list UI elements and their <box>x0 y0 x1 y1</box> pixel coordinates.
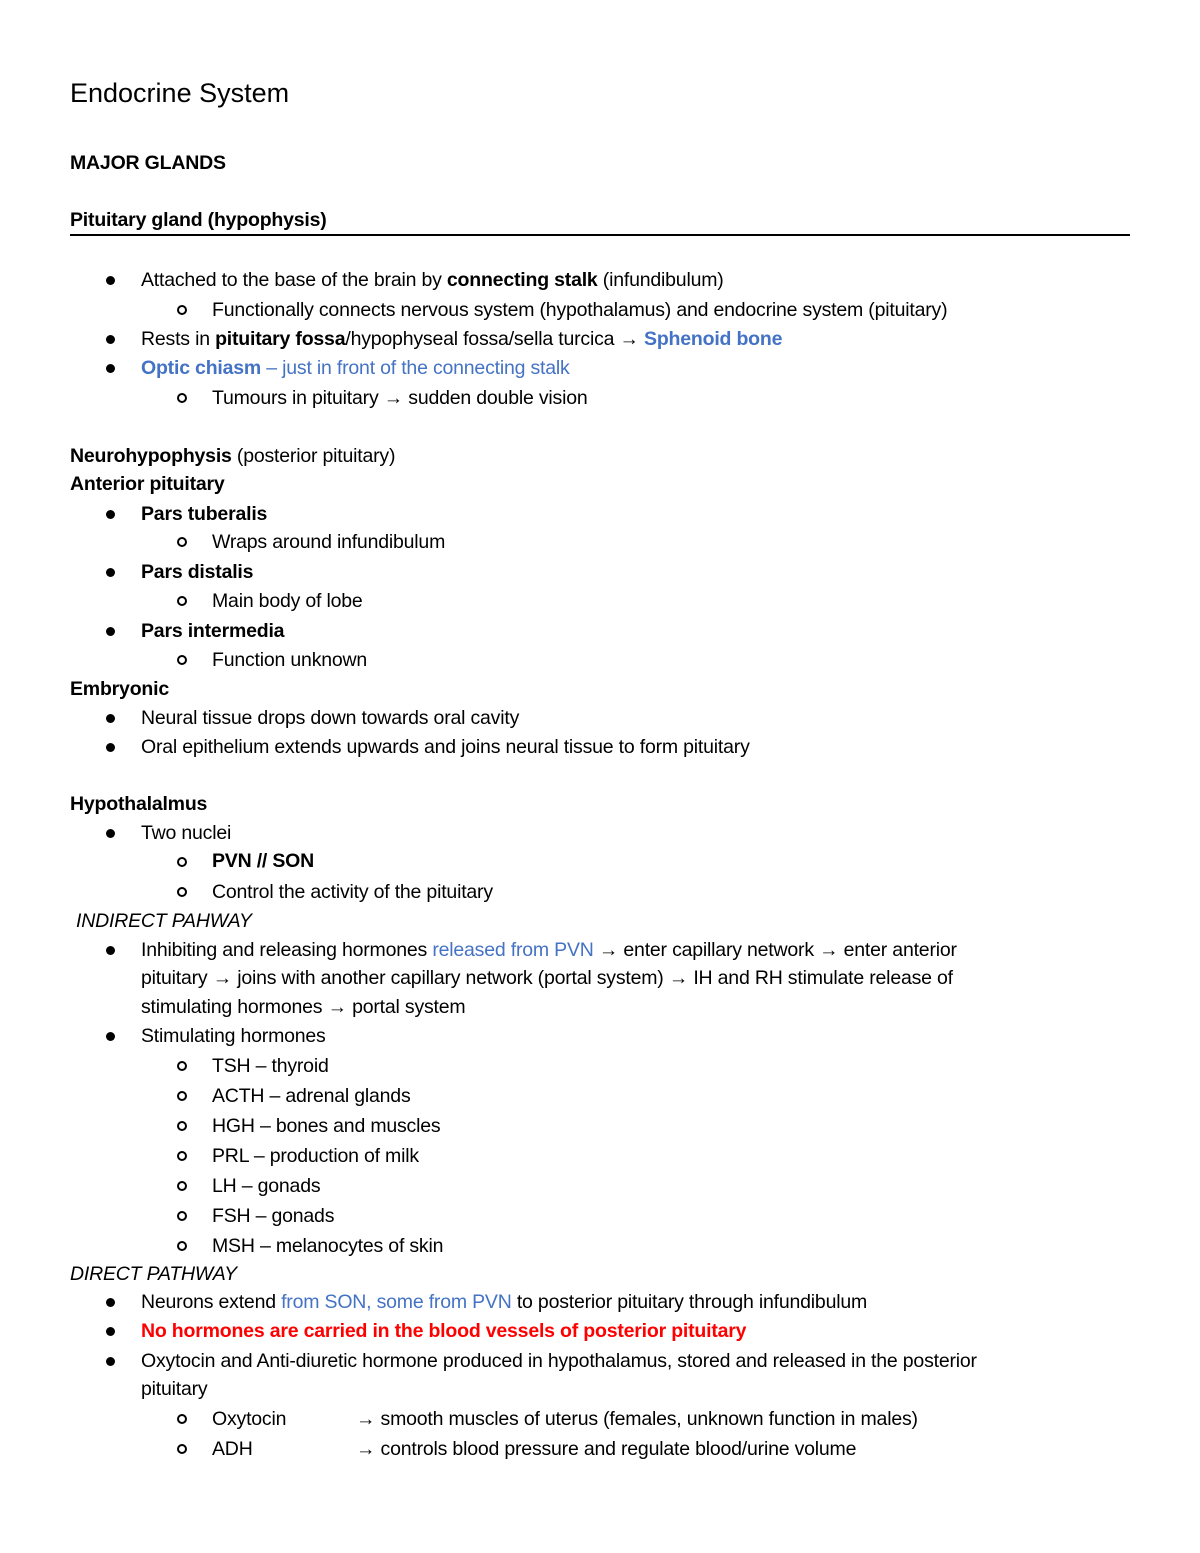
hormone-item: ACTH – adrenal glands <box>212 1085 411 1107</box>
sub-bullet-icon <box>177 537 187 547</box>
bullet-icon <box>106 1327 115 1336</box>
hormone-item: PRL – production of milk <box>212 1145 419 1167</box>
bullet-icon <box>106 743 115 752</box>
hormone-item: TSH – thyroid <box>212 1055 329 1077</box>
sub-bullet-icon <box>177 305 187 315</box>
arrow-icon: → <box>212 967 233 989</box>
bullet-icon <box>106 1032 115 1041</box>
arrow-icon: → <box>383 387 404 409</box>
hypothalamus-heading: Hypothalalmus <box>70 793 208 815</box>
list-item: Pars distalis <box>141 561 254 583</box>
list-item: Pars tuberalis <box>141 503 268 525</box>
list-item: Function unknown <box>212 649 368 671</box>
list-item: Oral epithelium extends upwards and joins neural tissue to form pituitary <box>141 736 750 758</box>
neurohypophysis-heading: Neurohypophysis (posterior pituitary) <box>70 445 396 467</box>
arrow-icon: → <box>356 1408 376 1430</box>
pituitary-heading: Pituitary gland (hypophysis) <box>70 209 327 231</box>
anterior-pituitary-heading: Anterior pituitary <box>70 473 225 495</box>
hormone-effect: → controls blood pressure and regulate blood/urine volume <box>356 1438 857 1460</box>
list-item: Wraps around infundibulum <box>212 531 446 553</box>
list-item: Main body of lobe <box>212 590 363 612</box>
bullet-icon <box>106 1357 115 1366</box>
sub-bullet-icon <box>177 1444 187 1454</box>
list-item: Control the activity of the pituitary <box>212 881 493 903</box>
sub-bullet-icon <box>177 655 187 665</box>
direct-pathway-heading: DIRECT PATHWAY <box>70 1263 237 1285</box>
arrow-icon: → <box>327 996 347 1018</box>
list-item: Neurons extend from SON, some from PVN to posterior pituitary through infundibulum <box>141 1291 868 1313</box>
sub-bullet-icon <box>177 887 187 897</box>
list-item: Optic chiasm – just in front of the connecting stalk <box>141 357 570 379</box>
hormone-label: ADH <box>212 1438 253 1460</box>
hormone-item: HGH – bones and muscles <box>212 1115 441 1137</box>
sub-bullet-icon <box>177 1181 187 1191</box>
arrow-icon: → <box>598 939 619 961</box>
hormone-item: FSH – gonads <box>212 1205 335 1227</box>
arrow-icon: → <box>356 1438 376 1460</box>
list-item: Functionally connects nervous system (hypothalamus) and endocrine system (pituitary) <box>212 299 948 321</box>
major-glands-heading: MAJOR GLANDS <box>70 152 226 174</box>
bullet-icon <box>106 946 115 955</box>
list-item: Inhibiting and releasing hormones released from PVN → enter capillary network → enter anterior <box>141 939 957 961</box>
sub-bullet-icon <box>177 857 187 867</box>
arrow-icon: → <box>668 967 689 989</box>
list-item: Stimulating hormones <box>141 1025 326 1047</box>
sub-bullet-icon <box>177 596 187 606</box>
hormone-effect: → smooth muscles of uterus (females, unknown function in males) <box>356 1408 918 1430</box>
sub-bullet-icon <box>177 1151 187 1161</box>
page-title: Endocrine System <box>70 78 290 108</box>
list-item: Neural tissue drops down towards oral cavity <box>141 707 520 729</box>
list-item: PVN // SON <box>212 850 315 872</box>
bullet-icon <box>106 1298 115 1307</box>
sub-bullet-icon <box>177 1061 187 1071</box>
list-item: Two nuclei <box>141 822 232 844</box>
sub-bullet-icon <box>177 393 187 403</box>
indirect-pathway-heading: INDIRECT PAHWAY <box>76 910 252 932</box>
list-item: Tumours in pituitary → sudden double vision <box>212 387 588 409</box>
list-item: Pars intermedia <box>141 620 285 642</box>
bullet-icon <box>106 335 115 344</box>
sub-bullet-icon <box>177 1091 187 1101</box>
bullet-icon <box>106 627 115 636</box>
sub-bullet-icon <box>177 1414 187 1424</box>
sub-bullet-icon <box>177 1211 187 1221</box>
list-item-continuation: pituitary <box>141 1378 208 1400</box>
sub-bullet-icon <box>177 1241 187 1251</box>
bullet-icon <box>106 714 115 723</box>
sub-bullet-icon <box>177 1121 187 1131</box>
list-item-continuation: pituitary → joins with another capillary network (portal system) → IH and RH stimulate release of <box>141 967 953 989</box>
bullet-icon <box>106 364 115 373</box>
hormone-item: LH – gonads <box>212 1175 321 1197</box>
arrow-icon: → <box>819 939 839 961</box>
embryonic-heading: Embryonic <box>70 678 169 700</box>
hormone-label: Oxytocin <box>212 1408 287 1430</box>
bullet-icon <box>106 276 115 285</box>
bullet-icon <box>106 568 115 577</box>
bullet-icon <box>106 829 115 838</box>
list-item: Oxytocin and Anti-diuretic hormone produced in hypothalamus, stored and released in the posterior <box>141 1350 977 1372</box>
heading-underline <box>70 234 1130 236</box>
list-item: Rests in pituitary fossa/hypophyseal fossa/sella turcica → Sphenoid bone <box>141 328 783 350</box>
bullet-icon <box>106 510 115 519</box>
arrow-icon: → <box>619 328 639 350</box>
hormone-item: MSH – melanocytes of skin <box>212 1235 444 1257</box>
list-item-continuation: stimulating hormones → portal system <box>141 996 466 1018</box>
list-item: Attached to the base of the brain by connecting stalk (infundibulum) <box>141 269 724 291</box>
warning-item: No hormones are carried in the blood vessels of posterior pituitary <box>141 1320 747 1342</box>
